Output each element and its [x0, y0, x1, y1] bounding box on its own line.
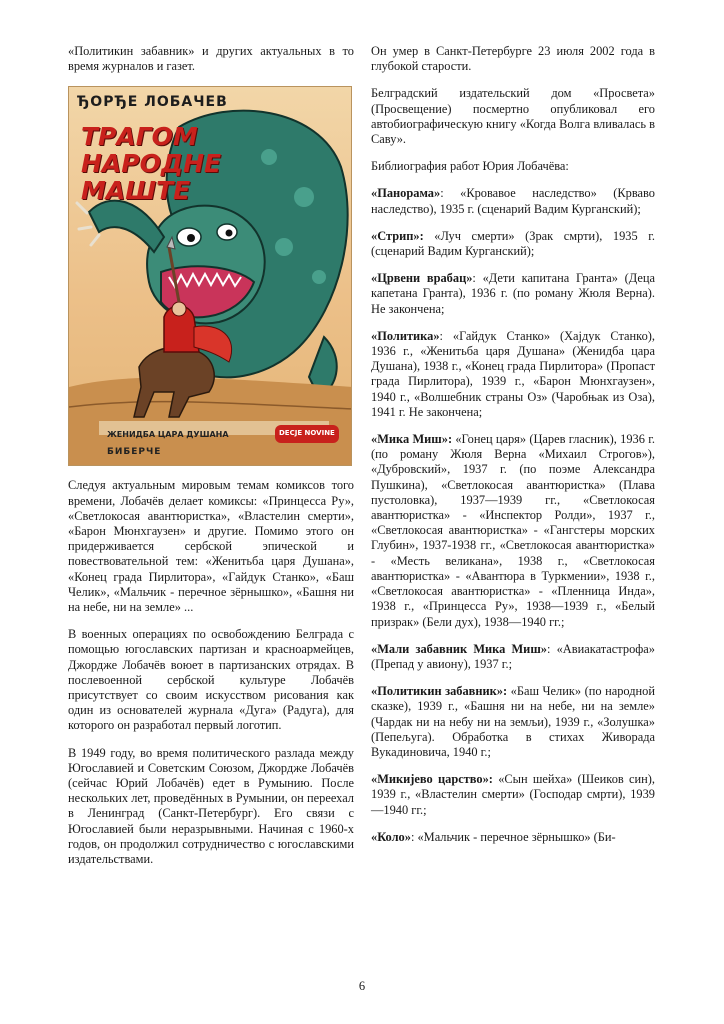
entry-text: : «Мальчик - перечное зёрнышко» (Би- — [410, 829, 616, 844]
publication-name: «Политикин забавник»: — [371, 684, 508, 699]
body-paragraph: В военных операциях по освобождению Белграда с помощью югославских партизан и красноармейцев, Джордже Лобачёв воюет в партизанских отрядах. В послевоенной сербской культуре Лобачёв присутствует со своим искусством рисования как один из основателей журнала «Дуга» (Радуга), для которого он разработал первый логотип. — [68, 627, 354, 733]
body-paragraph: В 1949 году, во время политического разлада между Югославией и Советским Союзом, Джордже Лобачёв (сейчас Юрий Лобачёв) едет в Румынию. После нескольких лет, проведённых в Румынии, он переехал в Ленинград (Санкт-Петербург). Его связи с Югославией были неразрывными. Начиная с 1960-х годов, он продолжил сотрудничество с югославскими издательствами. — [68, 745, 354, 867]
bibliography-entry — [371, 772, 655, 818]
body-paragraph: Он умер в Санкт-Петербурге 23 июля 2002 года в глубокой старости. — [371, 44, 655, 74]
entry-text: «Гонец царя» (Царев гласник), 1936 г. (по роману Жюля Верна «Михаил Строгов»), «Дубровский», 1937 г. (по поэме Александра Пушкина), «Светлокосая авантюристка» (Плава пустоловка), 1937—1939 гг., «Светлокосая авантюристка» - «Инспектор Ролди», 1937 г., «Светлокосая авантюристка» - «Гангстеры морских Глубин», 1937-1938 гг., «Светлокосая авантюристка» - «Месть великана», 1938 г., «Светлокосая авантюристка» - «Авантюра в Туркмении», 1938 г., «Светлокосая авантюристка» - «Пленница Инда», 1938 г., «Принцесса Ру», 1938—1939 г., «Белый призрак» (Бели дух), 1938—1940 гг.; — [371, 432, 656, 629]
entry-text: : «Авиакатастрофа» (Препад у авиону), 1937 г.; — [371, 641, 655, 671]
right-column — [371, 44, 655, 857]
entry-text: : «Гайдук Станко» (Хајдук Станко), 1936 г., «Женитьба царя Душана» (Женидба цара Душана), 1938 г., «Конец града Пирлитора» (Пропаст града Пирлитора), 1939 г., «Барон Мюнхгаузен», 1940 г., «Волшебник страны Оз» (Чаробњак из Оза), 1941 г. Не закончена; — [371, 328, 655, 419]
publication-name: «Мали забавник Мика Миш» — [371, 641, 547, 656]
cover-title-line: МАШТЕ — [81, 176, 191, 206]
body-paragraph: Белградский издательский дом «Просвета» (Просвещение) посмертно опубликовал его автобиографическую книгу «Когда Волга вливалась в Саву». — [371, 86, 655, 147]
cover-title — [81, 122, 222, 206]
publication-name: «Политика» — [371, 328, 440, 343]
bibliography-entry — [371, 432, 655, 630]
publication-name: «Микијево царство»: — [371, 772, 493, 787]
publication-name: «Панорама» — [371, 186, 441, 201]
entry-text: «Луч смерти» (Зрак смрти), 1935 г. (сценарий Вадим Курганский); — [371, 228, 655, 259]
entry-text: : «Дети капитана Гранта» (Деца капетана Гранта), 1936 г. (по роману Жюля Верна). Не закончена; — [371, 271, 656, 316]
entry-text: : «Кровавое наследство» (Крваво наследство), 1935 г. (сценарий Вадим Курганский); — [371, 186, 655, 216]
bibliography-entry — [371, 684, 655, 760]
bibliography-entry — [371, 229, 655, 259]
cover-title-line: НАРОДНЕ — [81, 149, 222, 179]
body-paragraph: Следуя актуальным мировым темам комиксов того времени, Лобачёв делает комиксы: «Принцесса Ру», «Светлокосая авантюристка», «Властелин смерти», «Барон Мюнхгаузен» и другие. Помимо этого он придерживается сербской эпической и повествовательной тем: «Женитьба царя Душана», «Конец града Пирлитора», «Гайдук Станко», «Баш Челик», «Мальчик - перечное зёрнышко», «Башня ни на небе, ни на земле» ... — [68, 478, 354, 615]
bibliography-entry — [371, 329, 655, 420]
left-column — [68, 44, 354, 879]
intro-paragraph: «Политикин забавник» и других актуальных в то время журналов и газет. — [68, 44, 354, 74]
cover-subtitle: ЖЕНИДБА ЦАРА ДУШАНА — [107, 430, 229, 440]
publication-name: «Коло» — [371, 829, 411, 844]
bibliography-entry — [371, 186, 655, 216]
cover-author: ЂОРЂЕ ЛОБАЧЕВ — [77, 94, 228, 111]
cover-publisher: БИБЕРЧЕ — [107, 447, 162, 458]
cover-publisher-badge: DECJE NOVINE — [275, 425, 339, 442]
publication-name: «Стрип»: — [371, 228, 424, 243]
bibliography-entry — [371, 271, 655, 317]
bibliography-heading: Библиография работ Юрия Лобачёва: — [371, 159, 569, 174]
page-number: 6 — [358, 979, 366, 993]
cover-title-line: ТРАГОМ — [81, 122, 198, 152]
bibliography-entry — [371, 830, 655, 845]
entry-text: «Баш Челик» (по народной сказке), 1939 г., «Башня ни на небе, ни на земле» (Чардак ни на небу ни на земљи), 1939 г., «Золушка» (Пепељуга). Обработка в стихах Живорада Вукадиновича, 1940 г.; — [371, 684, 656, 759]
publication-name: «Црвени врабац» — [371, 271, 473, 286]
bibliography-entry — [371, 642, 655, 672]
publication-name: «Мика Миш»: — [371, 432, 453, 447]
entry-text: «Сын шейха» (Шеиков син), 1939 г., «Властелин смерти» (Господар смрти), 1939—1940 гг.; — [371, 772, 655, 817]
book-cover-image — [68, 86, 352, 466]
